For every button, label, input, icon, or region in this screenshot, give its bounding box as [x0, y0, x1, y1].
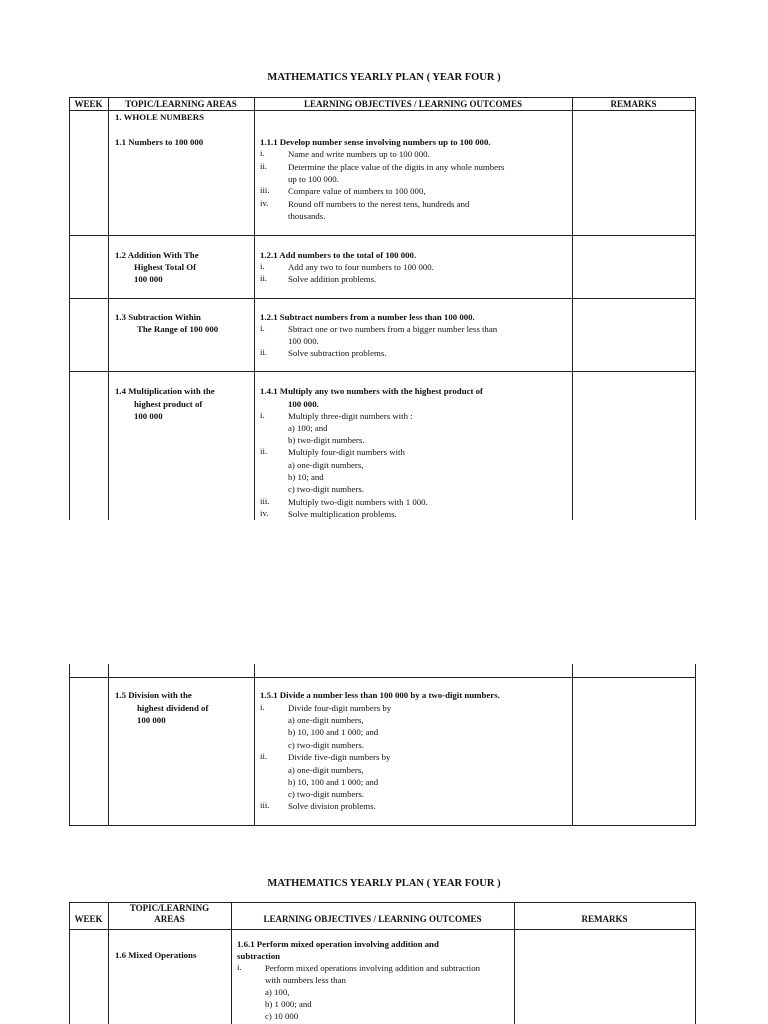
- list-item: a) one-digit numbers,: [288, 715, 364, 725]
- topic-1-6: 1.6 Mixed Operations: [115, 950, 197, 960]
- topic-1-2: Highest Total Of: [134, 262, 197, 272]
- section-title: 1. WHOLE NUMBERS: [115, 112, 205, 122]
- list-item: Solve subtraction problems.: [288, 348, 387, 358]
- objective-1-5-1: 1.5.1 Divide a number less than 100 000 by a two-digit numbers.: [260, 690, 500, 700]
- topic-1-2: 100 000: [134, 274, 163, 284]
- list-item: c) two-digit numbers.: [288, 789, 364, 799]
- header-objectives: LEARNING OBJECTIVES / LEARNING OUTCOMES: [263, 914, 482, 924]
- list-item: b) 10, 100 and 1 000; and: [288, 727, 379, 737]
- topic-1-4: highest product of: [134, 399, 203, 409]
- list-item: b) 1 000; and: [265, 999, 312, 1009]
- list-item: Perform mixed operations involving addition and subtraction: [265, 963, 480, 973]
- list-item: b) two-digit numbers.: [288, 435, 365, 445]
- list-item: a) one-digit numbers,: [288, 765, 364, 775]
- list-item: Determine the place value of the digits in any whole numbers: [288, 162, 505, 172]
- objective-1-1-1: 1.1.1 Develop number sense involving numbers up to 100 000.: [260, 137, 491, 147]
- header-remarks: REMARKS: [581, 914, 628, 924]
- list-item: Multiply two-digit numbers with 1 000.: [288, 497, 428, 507]
- header-week: WEEK: [74, 99, 103, 109]
- topic-1-3: The Range of 100 000: [137, 324, 219, 334]
- list-item: Name and write numbers up to 100 000.: [288, 149, 430, 159]
- item-marker: i.: [260, 323, 265, 333]
- topic-1-5: 1.5 Division with the: [115, 690, 192, 700]
- objective-1-3-1: 1.2.1 Subtract numbers from a number less than 100 000.: [260, 312, 475, 322]
- topic-1-5: 100 000: [137, 715, 166, 725]
- item-marker: iii.: [260, 800, 270, 810]
- list-item: Multiply three-digit numbers with :: [288, 411, 413, 421]
- list-item: c) two-digit numbers.: [288, 484, 364, 494]
- list-item: b) 10; and: [288, 472, 324, 482]
- list-item: a) 100,: [265, 987, 290, 997]
- objective-1-2-1: 1.2.1 Add numbers to the total of 100 000.: [260, 250, 417, 260]
- list-item: with numbers less than: [265, 975, 346, 985]
- list-item: Solve multiplication problems.: [288, 509, 397, 519]
- item-marker: i.: [260, 148, 265, 158]
- item-marker: i.: [260, 702, 265, 712]
- item-marker: iv.: [260, 198, 269, 208]
- topic-1-4: 1.4 Multiplication with the: [115, 386, 215, 396]
- list-item: thousands.: [288, 211, 326, 221]
- header-week: WEEK: [74, 914, 103, 924]
- item-marker: iv.: [260, 508, 269, 518]
- topic-1-5: highest dividend of: [137, 703, 209, 713]
- item-marker: ii.: [260, 161, 268, 171]
- page-title: MATHEMATICS YEARLY PLAN ( YEAR FOUR ): [267, 72, 501, 83]
- list-item: a) 100; and: [288, 423, 328, 433]
- list-item: Sbtract one or two numbers from a bigger number less than: [288, 324, 498, 334]
- objective-1-4-1: 1.4.1 Multiply any two numbers with the highest product of: [260, 386, 483, 396]
- header-remarks: REMARKS: [610, 99, 657, 109]
- list-item: c) 10 000: [265, 1011, 299, 1021]
- item-marker: ii.: [260, 751, 268, 761]
- list-item: Divide five-digit numbers by: [288, 752, 391, 762]
- topic-1-2: 1.2 Addition With The: [115, 250, 199, 260]
- list-item: a) one-digit numbers,: [288, 460, 364, 470]
- item-marker: i.: [260, 261, 265, 271]
- list-item: Add any two to four numbers to 100 000.: [288, 262, 434, 272]
- list-item: Compare value of numbers to 100 000,: [288, 186, 426, 196]
- header-objectives: LEARNING OBJECTIVES / LEARNING OUTCOMES: [303, 99, 523, 109]
- list-item: Solve division problems.: [288, 801, 376, 811]
- topic-1-3: 1.3 Subtraction Within: [115, 312, 201, 322]
- topic-1-1: 1.1 Numbers to 100 000: [115, 137, 204, 147]
- list-item: Solve addition problems.: [288, 274, 377, 284]
- item-marker: ii.: [260, 273, 268, 283]
- objective-1-6-1: 1.6.1 Perform mixed operation involving addition and: [237, 939, 439, 949]
- list-item: Multiply four-digit numbers with: [288, 447, 405, 457]
- list-item: 100 000.: [288, 336, 319, 346]
- list-item: up to 100 000.: [288, 174, 339, 184]
- list-item: c) two-digit numbers.: [288, 740, 364, 750]
- header-topic: TOPIC/LEARNING AREAS: [125, 99, 237, 109]
- objective-1-4-1: 100 000.: [288, 399, 319, 409]
- list-item: Divide four-digit numbers by: [288, 703, 392, 713]
- item-marker: i.: [237, 962, 242, 972]
- topic-1-4: 100 000: [134, 411, 163, 421]
- header-topic: TOPIC/LEARNING: [129, 903, 210, 913]
- header-topic: AREAS: [154, 914, 185, 924]
- objective-1-6-1: subtraction: [237, 951, 281, 961]
- list-item: b) 10, 100 and 1 000; and: [288, 777, 379, 787]
- item-marker: ii.: [260, 347, 268, 357]
- item-marker: i.: [260, 410, 265, 420]
- item-marker: iii.: [260, 496, 270, 506]
- item-marker: iii.: [260, 185, 270, 195]
- page-title-2: MATHEMATICS YEARLY PLAN ( YEAR FOUR ): [267, 878, 501, 889]
- item-marker: ii.: [260, 446, 268, 456]
- list-item: Round off numbers to the nerest tens, hundreds and: [288, 199, 470, 209]
